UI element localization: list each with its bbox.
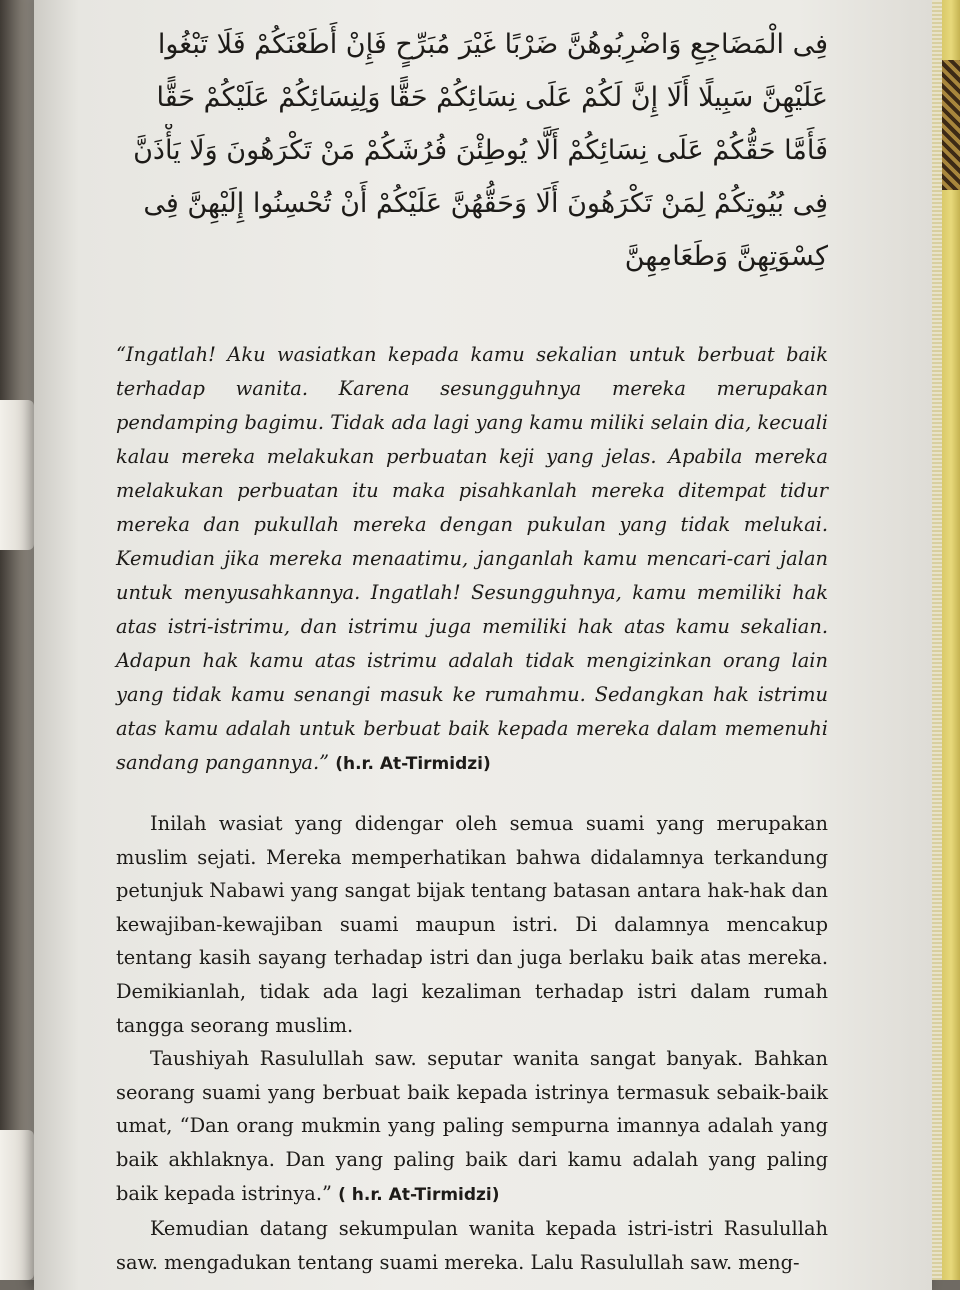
adjacent-page-fragment [0, 1130, 34, 1280]
arabic-line: كِسْوَتِهِنَّ وَطَعَامِهِنَّ [624, 241, 828, 272]
hadith-translation [116, 338, 828, 781]
paragraph [116, 1212, 828, 1279]
paragraph-text: Inilah wasiat yang didengar oleh semua suami yang merupakan muslim sejati. Mereka memperhatikan bahwa didalamnya terkandung petunjuk Nabawi yang sangat bijak tentang batasan antara hak-hak dan kewajiban-kewajiban suami maupun istri. Di dalamnya mencakup tentang kasih sayang terhadap istri dan juga berlaku baik atas mereka. Demikianlah, tidak ada lagi kezaliman terhadap istri dalam rumah tangga seorang muslim. [116, 812, 828, 1037]
paragraph [116, 807, 828, 1042]
adjacent-page-fragment [0, 400, 34, 550]
arabic-line: فَأَمَّا حَقُّكُمْ عَلَى نِسَائِكُمْ أَلَّا يُوطِئْنَ فُرُشَكُمْ مَنْ تَكْرَهُونَ وَلَا يَأْذَنَّ [133, 135, 828, 166]
hadith-translation-text: “Ingatlah! Aku wasiatkan kepada kamu sekalian untuk berbuat baik terhadap wanita. Karena sesungguhnya mereka merupakan pendamping bagimu. Tidak ada lagi yang kamu miliki selain dia, kecuali kalau mereka melakukan perbuatan keji yang jelas. Apabila mereka melakukan perbuatan itu maka pisahkanlah mereka ditempat tidur mereka dan pukullah mereka dengan pukulan yang tidak melukai. Kemudian jika mereka menaatimu, janganlah kamu mencari-cari jalan untuk menyusahkannya. Ingatlah! Sesungguhnya, kamu memiliki hak atas istri-istrimu, dan istrimu juga memiliki hak atas kamu sekalian. Adapun hak kamu atas istrimu adalah tidak mengizinkan orang lain yang tidak kamu senangi masuk ke rumahmu. Sedangkan hak istrimu atas kamu adalah untuk berbuat baik kepada mereka dalam memenuhi sandang pangannya.” [116, 343, 828, 774]
arabic-line: فِى الْمَضَاجِعِ وَاضْرِبُوهُنَّ ضَرْبًا غَيْرَ مُبَرِّحٍ فَإِنْ أَطَعْنَكُمْ فَلَا تَبْغُوا [157, 29, 828, 60]
paragraph-text: Taushiyah Rasulullah saw. seputar wanita sangat banyak. Bahkan seorang suami yang berbuat baik kepada istrinya termasuk sebaik-baik umat, “Dan orang mukmin yang paling sempurna imannya adalah yang baik akhlaknya. Dan yang paling baik dari kamu adalah yang paling baik kepada istrinya.” [116, 1047, 828, 1205]
hadith-source: (h.r. At-Tirmidzi) [335, 754, 491, 774]
paragraph-text: Kemudian datang sekumpulan wanita kepada istri-istri Rasulullah saw. mengadukan tentang suami mereka. Lalu Rasulullah saw. meng- [116, 1217, 828, 1274]
cover-yellow-band [942, 0, 960, 1280]
arabic-line: عَلَيْهِنَّ سَبِيلًا أَلَا إِنَّ لَكُمْ عَلَى نِسَائِكُمْ حَقًّا وَلِنِسَائِكُمْ عَلَيْكُمْ حَقًّا [156, 82, 828, 113]
hadith-source: ( h.r. At-Tirmidzi) [338, 1184, 500, 1205]
arabic-hadith-text [116, 18, 828, 336]
arabic-line: فِى بُيُوتِكُمْ لِمَنْ تَكْرَهُونَ أَلَا وَحَقُّهُنَّ عَلَيْكُمْ أَنْ تُحْسِنُوا إِلَيْهِنَّ فِى [143, 188, 828, 219]
page-text [116, 18, 828, 1279]
cover-ornament [942, 60, 960, 190]
book-cover-edge [932, 0, 960, 1280]
paragraph [116, 1042, 828, 1212]
